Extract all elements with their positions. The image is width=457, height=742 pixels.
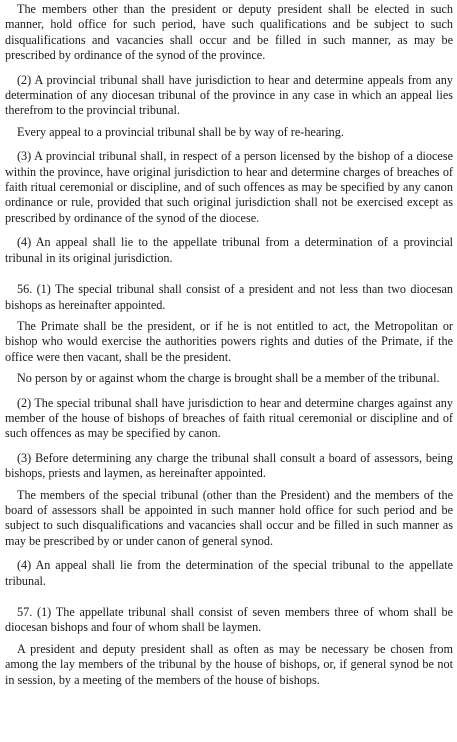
paragraph-55-3-original-jurisdiction: (3) A provincial tribunal shall, in respect of a person licensed by the bishop of a diocese within the province, have original jurisdiction to hear and determine charges of breaches of faith ritual ceremonial or discipline, and of such offences as may be specified by any canon ordinance or rule, provided that such original jurisdiction shall not be exercised except as prescribed by ordinance of the synod of the diocese. [5, 149, 453, 225]
paragraph-56-4-appeal: (4) An appeal shall lie from the determination of the special tribunal to the appellate tribunal. [5, 558, 453, 588]
paragraph-56-1-special-tribunal: 56. (1) The special tribunal shall consist of a president and not less than two diocesan bishops as hereinafter appointed. [5, 282, 453, 312]
paragraph-56-3-board-of-assessors: (3) Before determining any charge the tribunal shall consult a board of assessors, being bishops, priests and laymen, as hereinafter appointed. [5, 450, 453, 481]
paragraph-55-4-appeal-to-appellate: (4) An appeal shall lie to the appellate tribunal from a determination of a provincial tribunal in its original jurisdiction. [5, 235, 453, 265]
paragraph-primate-president: The Primate shall be the president, or if he is not entitled to act, the Metropolitan or bishop who would exercise the authorities powers rights and duties of the Primate, if the office were then vacant, shall be the president. [5, 318, 453, 364]
paragraph-55-2-appeals-jurisdiction: (2) A provincial tribunal shall have jurisdiction to hear and determine appeals from any determination of any diocesan tribunal of the province in any case in which an appeal lies therefrom to the provincial tribunal. [5, 72, 453, 118]
paragraph-no-party-member: No person by or against whom the charge is brought shall be a member of the tribunal. [17, 371, 440, 386]
paragraph-election-of-members: The members other than the president or deputy president shall be elected in such manner, hold office for such period, have such qualifications and be subject to such disqualifications and vacancies shall occur and be filled in such manner, as may be prescribed by ordinance of the synod of the province. [5, 2, 453, 63]
paragraph-members-appointment: The members of the special tribunal (other than the President) and the members of the board of assessors shall be appointed in such manner hold office for such period and be subject to such disqualifications and vacancies shall occur and be filled in such manner as may be prescribed by or under canon of general synod. [5, 487, 453, 548]
paragraph-appeal-by-rehearing: Every appeal to a provincial tribunal shall be by way of re-hearing. [17, 124, 344, 139]
paragraph-president-deputy: A president and deputy president shall as often as may be necessary be chosen from among the lay members of the tribunal by the house of bishops, or, if general synod be not in session, by a meeting of the members of the house of bishops. [5, 641, 453, 687]
paragraph-57-1-appellate-tribunal: 57. (1) The appellate tribunal shall consist of seven members three of whom shall be diocesan bishops and four of whom shall be laymen. [5, 605, 453, 635]
paragraph-56-2-jurisdiction: (2) The special tribunal shall have jurisdiction to hear and determine charges against any member of the house of bishops of breaches of faith ritual ceremonial or discipline and of such offences as may be specified by canon. [5, 395, 453, 441]
